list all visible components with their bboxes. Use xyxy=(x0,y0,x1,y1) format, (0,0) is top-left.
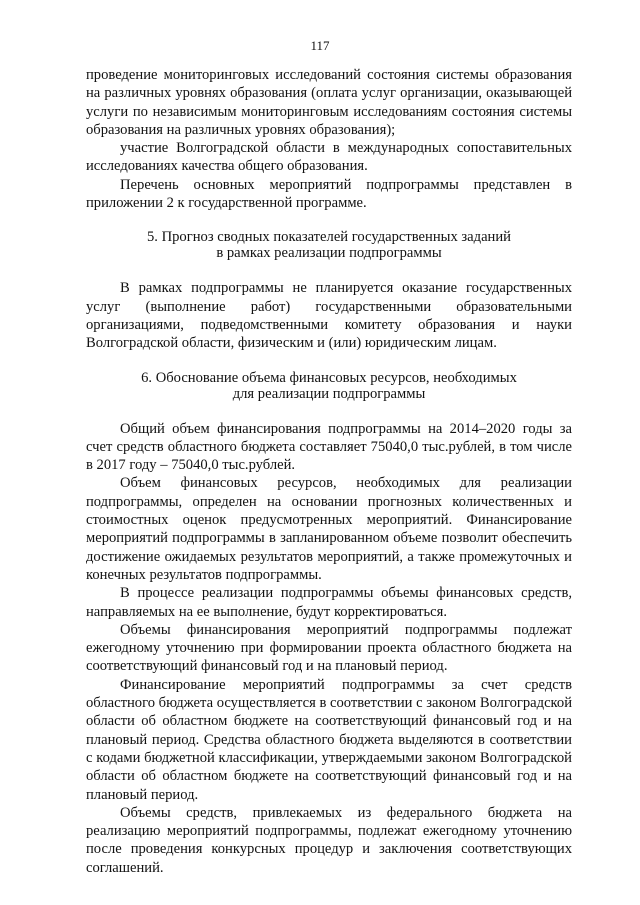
paragraph: Объемы финансирования мероприятий подпрограммы подлежат ежегодному уточнению при формировании проекта областного бюджета на соответствующий финансовый год и на плановый период. xyxy=(86,621,572,675)
section-heading-line: для реализации подпрограммы xyxy=(232,385,426,402)
paragraph: проведение мониторинговых исследований состояния системы образования на различных уровнях образования (оплата услуг организации, оказывающей услуги по независимым мониторинговым исследованиям состояния системы образования на различных уровнях образования); xyxy=(86,67,572,138)
paragraph: Финансирование мероприятий подпрограммы за счет средств областного бюджета осуществляется в соответствии с законом Волгоградской области об областном бюджете на соответствующий финансовый год и на плановый период. Средства областного бюджета выделяются в соответствии с кодами бюджетной классификации, утверждаемыми законом Волгоградской области об областном бюджете на соответствующий финансовый год и на плановый период. xyxy=(86,676,572,803)
section-heading-line: 5. Прогноз сводных показателей государственных заданий xyxy=(147,229,511,246)
paragraph: Объемы средств, привлекаемых из федерального бюджета на реализацию мероприятий подпрограммы, подлежат ежегодному уточнению после проведения конкурсных процедур и заключения соответствующих соглашений. xyxy=(86,804,572,876)
document-body xyxy=(86,66,572,877)
section-heading xyxy=(86,229,572,261)
paragraph: Объем финансовых ресурсов, необходимых для реализации подпрограммы, определен на основании прогнозных количественных и стоимостных оценок предусмотренных мероприятий. Финансирование мероприятий подпрограммы в запланированном объеме позволит обеспечить достижение ожидаемых результатов мероприятий, а также промежуточных и конечных результатов подпрограммы. xyxy=(86,475,572,583)
section-heading-line: в рамках реализации подпрограммы xyxy=(216,245,442,262)
page-number: 117 xyxy=(310,38,330,53)
paragraph: В процессе реализации подпрограммы объемы финансовых средств, направляемых на ее выполнение, будут корректироваться. xyxy=(86,585,572,620)
section-heading-line: 6. Обоснование объема финансовых ресурсов, необходимых xyxy=(141,369,517,386)
paragraph: Общий объем финансирования подпрограммы на 2014–2020 годы за счет средств областного бюджета составляет 75040,0 тыс.рублей, в том числе в 2017 году – 75040,0 тыс.рублей. xyxy=(86,420,572,474)
paragraph: Перечень основных мероприятий подпрограммы представлен в приложении 2 к государственной программе. xyxy=(86,176,572,212)
paragraph: участие Волгоградской области в международных сопоставительных исследованиях качества общего образования. xyxy=(86,140,572,175)
section-heading xyxy=(86,370,572,402)
paragraph: В рамках подпрограммы не планируется оказание государственных услуг (выполнение работ) государственными образовательными организациями, подведомственными комитету образования и науки Волгоградской области, физическим и (или) юридическим лицам. xyxy=(86,280,572,352)
